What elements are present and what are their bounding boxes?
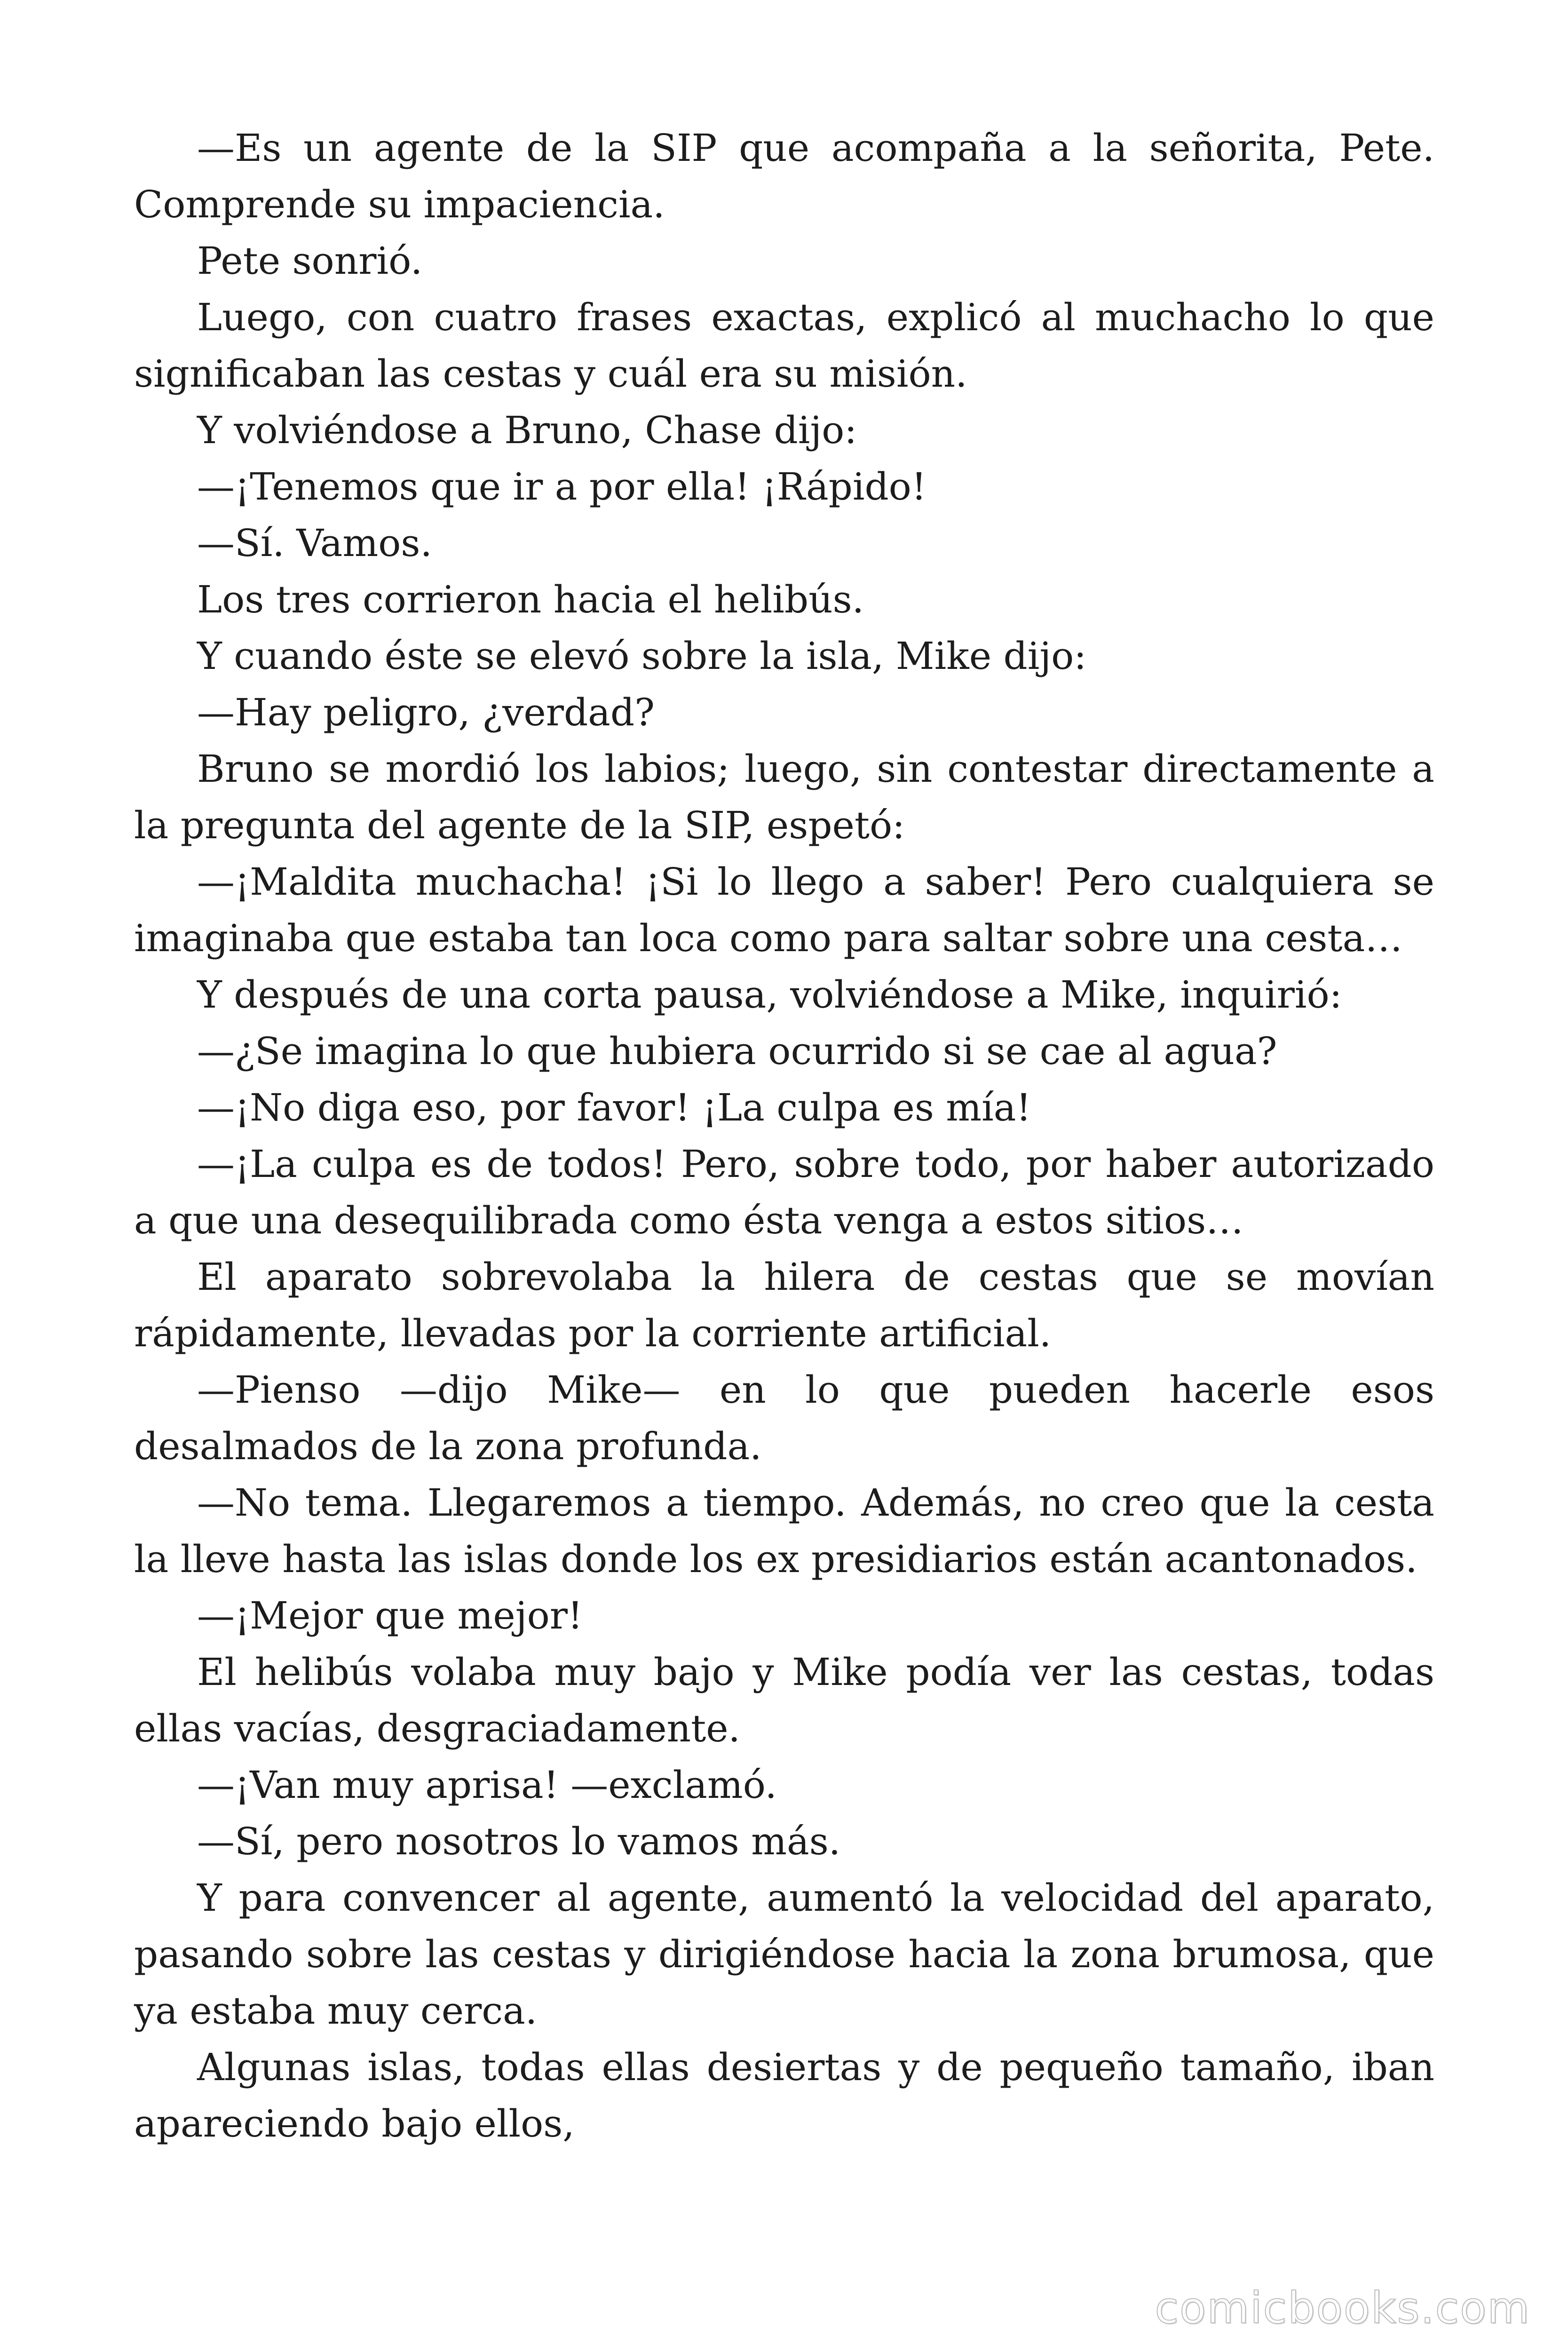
paragraph: —¿Se imagina lo que hubiera ocurrido si se cae al agua? [197,1029,1277,1073]
paragraph: Y cuando éste se elevó sobre la isla, Mike dijo: [197,634,1087,678]
paragraph: —¡No diga eso, por favor! ¡La culpa es mía! [197,1086,1031,1129]
paragraph: —Hay peligro, ¿verdad? [197,691,655,734]
paragraph: —¡Tenemos que ir a por ella! ¡Rápido! [197,465,927,509]
paragraph: Los tres corrieron hacia el helibús. [197,578,864,621]
paragraph: Pete sonrió. [197,239,423,283]
paragraph: —Sí, pero nosotros lo vamos más. [197,1820,841,1863]
paragraph: Bruno se mordió los labios; luego, sin contestar directamente a la pregunta del agente de la SIP, espetó: [134,747,1434,847]
paragraph: Luego, con cuatro frases exactas, explicó al muchacho lo que significaban las cestas y cuál era su misión. [134,295,1434,396]
book-page-text [134,120,1434,2152]
paragraph: El aparato sobrevolaba la hilera de cestas que se movían rápidamente, llevadas por la corriente artificial. [134,1255,1434,1355]
paragraph: El helibús volaba muy bajo y Mike podía ver las cestas, todas ellas vacías, desgraciadamente. [134,1650,1434,1750]
paragraph: Y para convencer al agente, aumentó la velocidad del aparato, pasando sobre las cestas y dirigiéndose hacia la zona brumosa, que ya estaba muy cerca. [134,1876,1434,2033]
paragraph: —Pienso —dijo Mike— en lo que pueden hacerle esos desalmados de la zona profunda. [134,1368,1434,1468]
paragraph: Algunas islas, todas ellas desiertas y de pequeño tamaño, iban apareciendo bajo ellos, [134,2045,1434,2145]
paragraph: —¡Mejor que mejor! [197,1594,583,1637]
watermark: comicbooks.com [1155,2283,1530,2333]
paragraph: —No tema. Llegaremos a tiempo. Además, no creo que la cesta la lleve hasta las islas donde los ex presidiarios están acantonados. [134,1481,1434,1581]
paragraph: —¡La culpa es de todos! Pero, sobre todo, por haber autorizado a que una desequilibrada como ésta venga a estos sitios… [134,1142,1434,1242]
paragraph: Y volviéndose a Bruno, Chase dijo: [197,408,857,452]
paragraph: —Sí. Vamos. [197,521,432,565]
paragraph: —¡Maldita muchacha! ¡Si lo llego a saber! Pero cualquiera se imaginaba que estaba tan loca como para saltar sobre una cesta… [134,860,1434,960]
paragraph: Y después de una corta pausa, volviéndose a Mike, inquirió: [197,973,1342,1017]
paragraph: —Es un agente de la SIP que acompaña a la señorita, Pete. Comprende su impaciencia. [134,126,1434,226]
paragraph: —¡Van muy aprisa! —exclamó. [197,1763,777,1807]
